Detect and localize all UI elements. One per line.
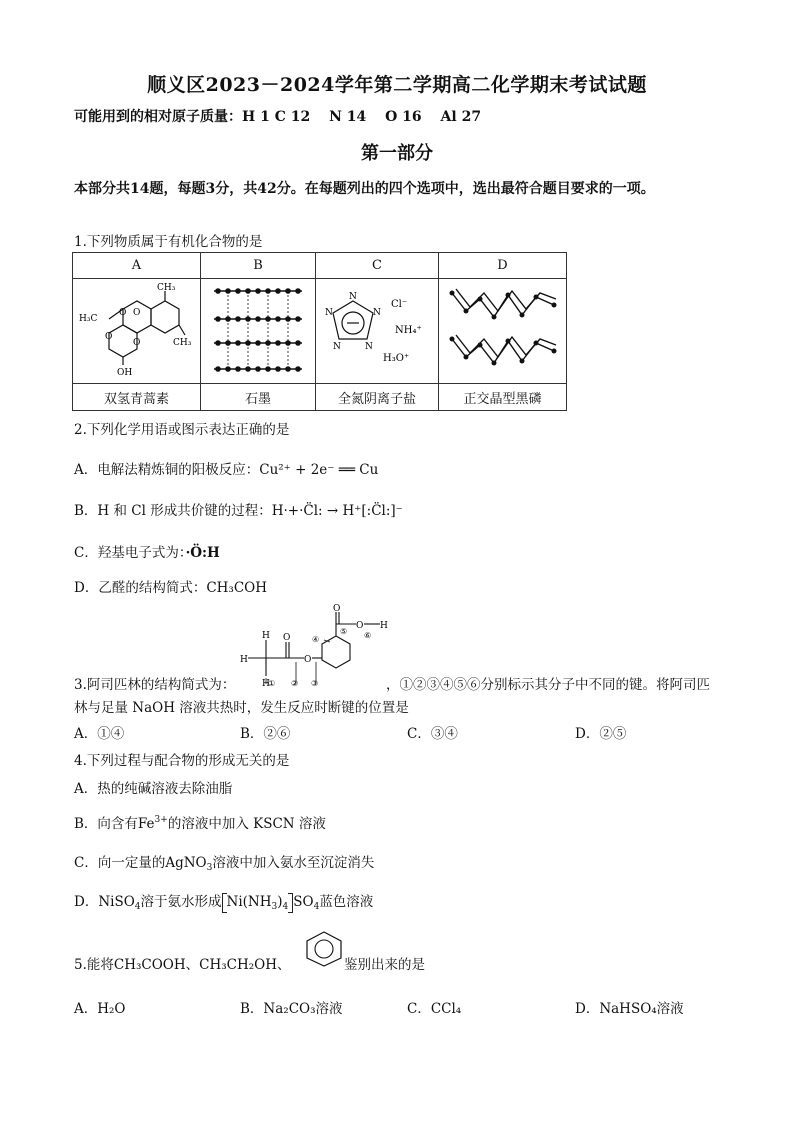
q1-name-b: 石墨: [201, 384, 316, 411]
q4-option-d-sub-1: 4: [134, 902, 141, 912]
q2-option-b-formula: H·+·C̈l: → H⁺[:C̈l:]⁻: [271, 503, 403, 519]
q2-option-a-text: A．电解法精炼铜的阳极反应：: [74, 462, 260, 478]
q1-structure-d: [439, 279, 567, 384]
q4-option-d-sub-2: 3: [271, 902, 278, 912]
q4-option-c-text-1: C．向一定量的: [74, 855, 166, 871]
q2-option-c-formula: ·Ö:H: [185, 545, 220, 561]
q2-option-d: [74, 576, 267, 596]
q1-name-c: 全氮阴离子盐: [316, 384, 439, 411]
q1a-o3: O: [104, 332, 112, 342]
q5-stem: [74, 953, 291, 973]
q1c-n5: N: [325, 308, 333, 318]
q1-header-c: C: [316, 253, 439, 279]
q4-option-c-text-2: 溶液中加入氨水至沉淀消失: [212, 855, 375, 871]
q4-option-d-sub-4: 4: [313, 902, 320, 912]
q4-option-b-chem: Fe: [137, 816, 155, 832]
q1a-o1: O: [118, 308, 126, 318]
q5-option-d: D．NaHSO₄溶液: [575, 1001, 684, 1017]
q1c-n4: N: [333, 342, 341, 352]
q4-option-b-text-2: 的溶液中加入 KSCN 溶液: [167, 816, 326, 832]
q4-option-d-chem-2: Ni(NH: [226, 894, 272, 910]
q3-bond-4: ④: [312, 635, 320, 644]
q4-option-d-chem-3: SO: [293, 894, 314, 910]
q5-option-a: A．H₂O: [74, 1001, 126, 1017]
q2-option-a: [74, 458, 378, 478]
q3-h-top: H: [262, 631, 270, 641]
part-intro: 本部分共14题，每题3分，共42分。在每题列出的四个选项中，选出最符合题目要求的一项。: [74, 181, 655, 197]
q3-bond-3: ③: [311, 679, 319, 688]
q3-bond-5: ⑤: [340, 627, 348, 636]
q1c-cl: Cl⁻: [391, 299, 408, 310]
q5-stem-text-2: 鉴别出来的是: [344, 957, 425, 973]
q5-option-b: B．Na₂CO₃溶液: [240, 1001, 343, 1017]
q4-option-b-sup: 3+: [154, 815, 168, 825]
q4-option-d-chem-1: NiSO: [98, 894, 135, 910]
q1c-n2: N: [373, 308, 381, 318]
q2-option-d-text: D．乙醛的结构简式：: [74, 580, 207, 596]
q3-stem-b: ，①②③④⑤⑥分别标示其分子中不同的键。将阿司匹: [386, 677, 710, 693]
q3-bond-2: ②: [291, 679, 299, 688]
q3-o-acid: O: [333, 604, 341, 614]
q4-option-b-text-1: B．向含有: [74, 816, 138, 832]
q4-option-b: [74, 812, 326, 832]
q5-sep-2: 、: [277, 957, 291, 973]
q2-option-a-formula: Cu²⁺ + 2e⁻ ══ Cu: [259, 462, 379, 478]
q2-stem: 2.下列化学用语或图示表达正确的是: [74, 422, 290, 438]
q5-option-c: C．CCl₄: [407, 1001, 462, 1017]
q1-structure-b: [201, 279, 316, 384]
q3-stem-a: 3.阿司匹林的结构简式为：: [74, 677, 236, 693]
q4-stem: 4.下列过程与配合物的形成无关的是: [74, 753, 290, 769]
q5-sep-1: 、: [185, 957, 200, 973]
q1c-n1: N: [349, 292, 357, 302]
q5-chem-1: CH₃COOH: [113, 957, 186, 973]
q3-o-carbonyl: O: [283, 633, 291, 643]
atomic-masses: 可能用到的相对原子质量：H 1 C 12 N 14 O 16 Al 27: [74, 109, 482, 125]
q1-structure-c: [316, 279, 439, 384]
q1a-ch3-top: CH₃: [156, 283, 175, 293]
q3-h-left: H: [240, 655, 248, 665]
q1a-h3c: H₃C: [78, 314, 97, 324]
black-phosphorus-structure-image: [446, 281, 560, 377]
q3-option-a: A．①④: [74, 726, 125, 742]
q4-option-a: A．热的纯碱溶液去除油脂: [74, 781, 233, 797]
benzene-ring-icon: [304, 930, 344, 968]
q2-option-b-text: B．H 和 Cl 形成共价键的过程：: [74, 503, 272, 519]
q2-option-d-formula: CH₃COH: [206, 580, 268, 596]
q3-bond-6: ⑥: [364, 631, 372, 640]
q1-header-d: D: [439, 253, 567, 279]
q1-name-a: 双氢青蒿素: [73, 384, 201, 411]
pentazolate-salt-structure-image: [319, 281, 435, 377]
q4-option-d-text-3: 蓝色溶液: [319, 894, 374, 910]
q1a-o2: O: [132, 308, 140, 318]
q1-stem: 1.下列物质属于有机化合物的是: [74, 234, 263, 250]
q3-o-hydroxyl: O: [356, 621, 364, 631]
q1c-n3: N: [365, 342, 373, 352]
q3-h-bottom: H: [262, 679, 270, 688]
q1c-nh4: NH₄⁺: [395, 325, 422, 336]
q1a-oh: OH: [116, 368, 132, 378]
q5-chem-2: CH₃CH₂OH: [199, 957, 278, 973]
q5-stem-text-1: 5.能将: [74, 957, 114, 973]
part-title: 第一部分: [361, 143, 433, 164]
aspirin-structure-image: [236, 604, 396, 688]
q3-o-ester: O: [304, 655, 312, 665]
q4-option-d-chem-2b: ): [277, 894, 283, 910]
q4-option-d-text-1: D．: [74, 894, 99, 910]
q3-option-d: D．②⑤: [575, 726, 627, 742]
q1a-o4: O: [132, 338, 140, 348]
q3-bond-1: ①: [268, 679, 276, 688]
q1-header-a: A: [73, 253, 201, 279]
q4-option-c-chem: AgNO: [165, 855, 207, 871]
q1c-h3o: H₃O⁺: [383, 353, 410, 364]
q1-name-d: 正交晶型黑磷: [439, 384, 567, 411]
q4-option-d-text-2: 溶于氨水形成: [140, 894, 222, 910]
page-title: 顺义区2023－2024学年第二学期高二化学期末考试试题: [147, 74, 647, 96]
q4-option-c: [74, 851, 374, 873]
q2-option-c: [74, 541, 220, 561]
graphite-structure-image: [208, 281, 308, 377]
q4-option-d: [74, 890, 373, 913]
q1-table: [72, 252, 567, 411]
q3-option-b: B．②⑥: [240, 726, 291, 742]
q2-option-b: [74, 499, 403, 519]
q3-stem-c: 林与足量 NaOH 溶液共热时，发生反应时断键的位置是: [74, 700, 409, 716]
q1-structure-a: [73, 279, 201, 384]
q3-option-c: C．③④: [407, 726, 458, 742]
q4-option-c-sub: 3: [206, 863, 213, 873]
q2-option-c-text: C．羟基电子式为：: [74, 545, 186, 561]
q1-header-b: B: [201, 253, 316, 279]
q4-option-d-sub-3: 4: [282, 902, 289, 912]
artemisinin-structure-image: [77, 279, 197, 379]
q3-h-acid: H: [380, 621, 388, 631]
q1a-ch3-right: CH₃: [172, 338, 191, 348]
